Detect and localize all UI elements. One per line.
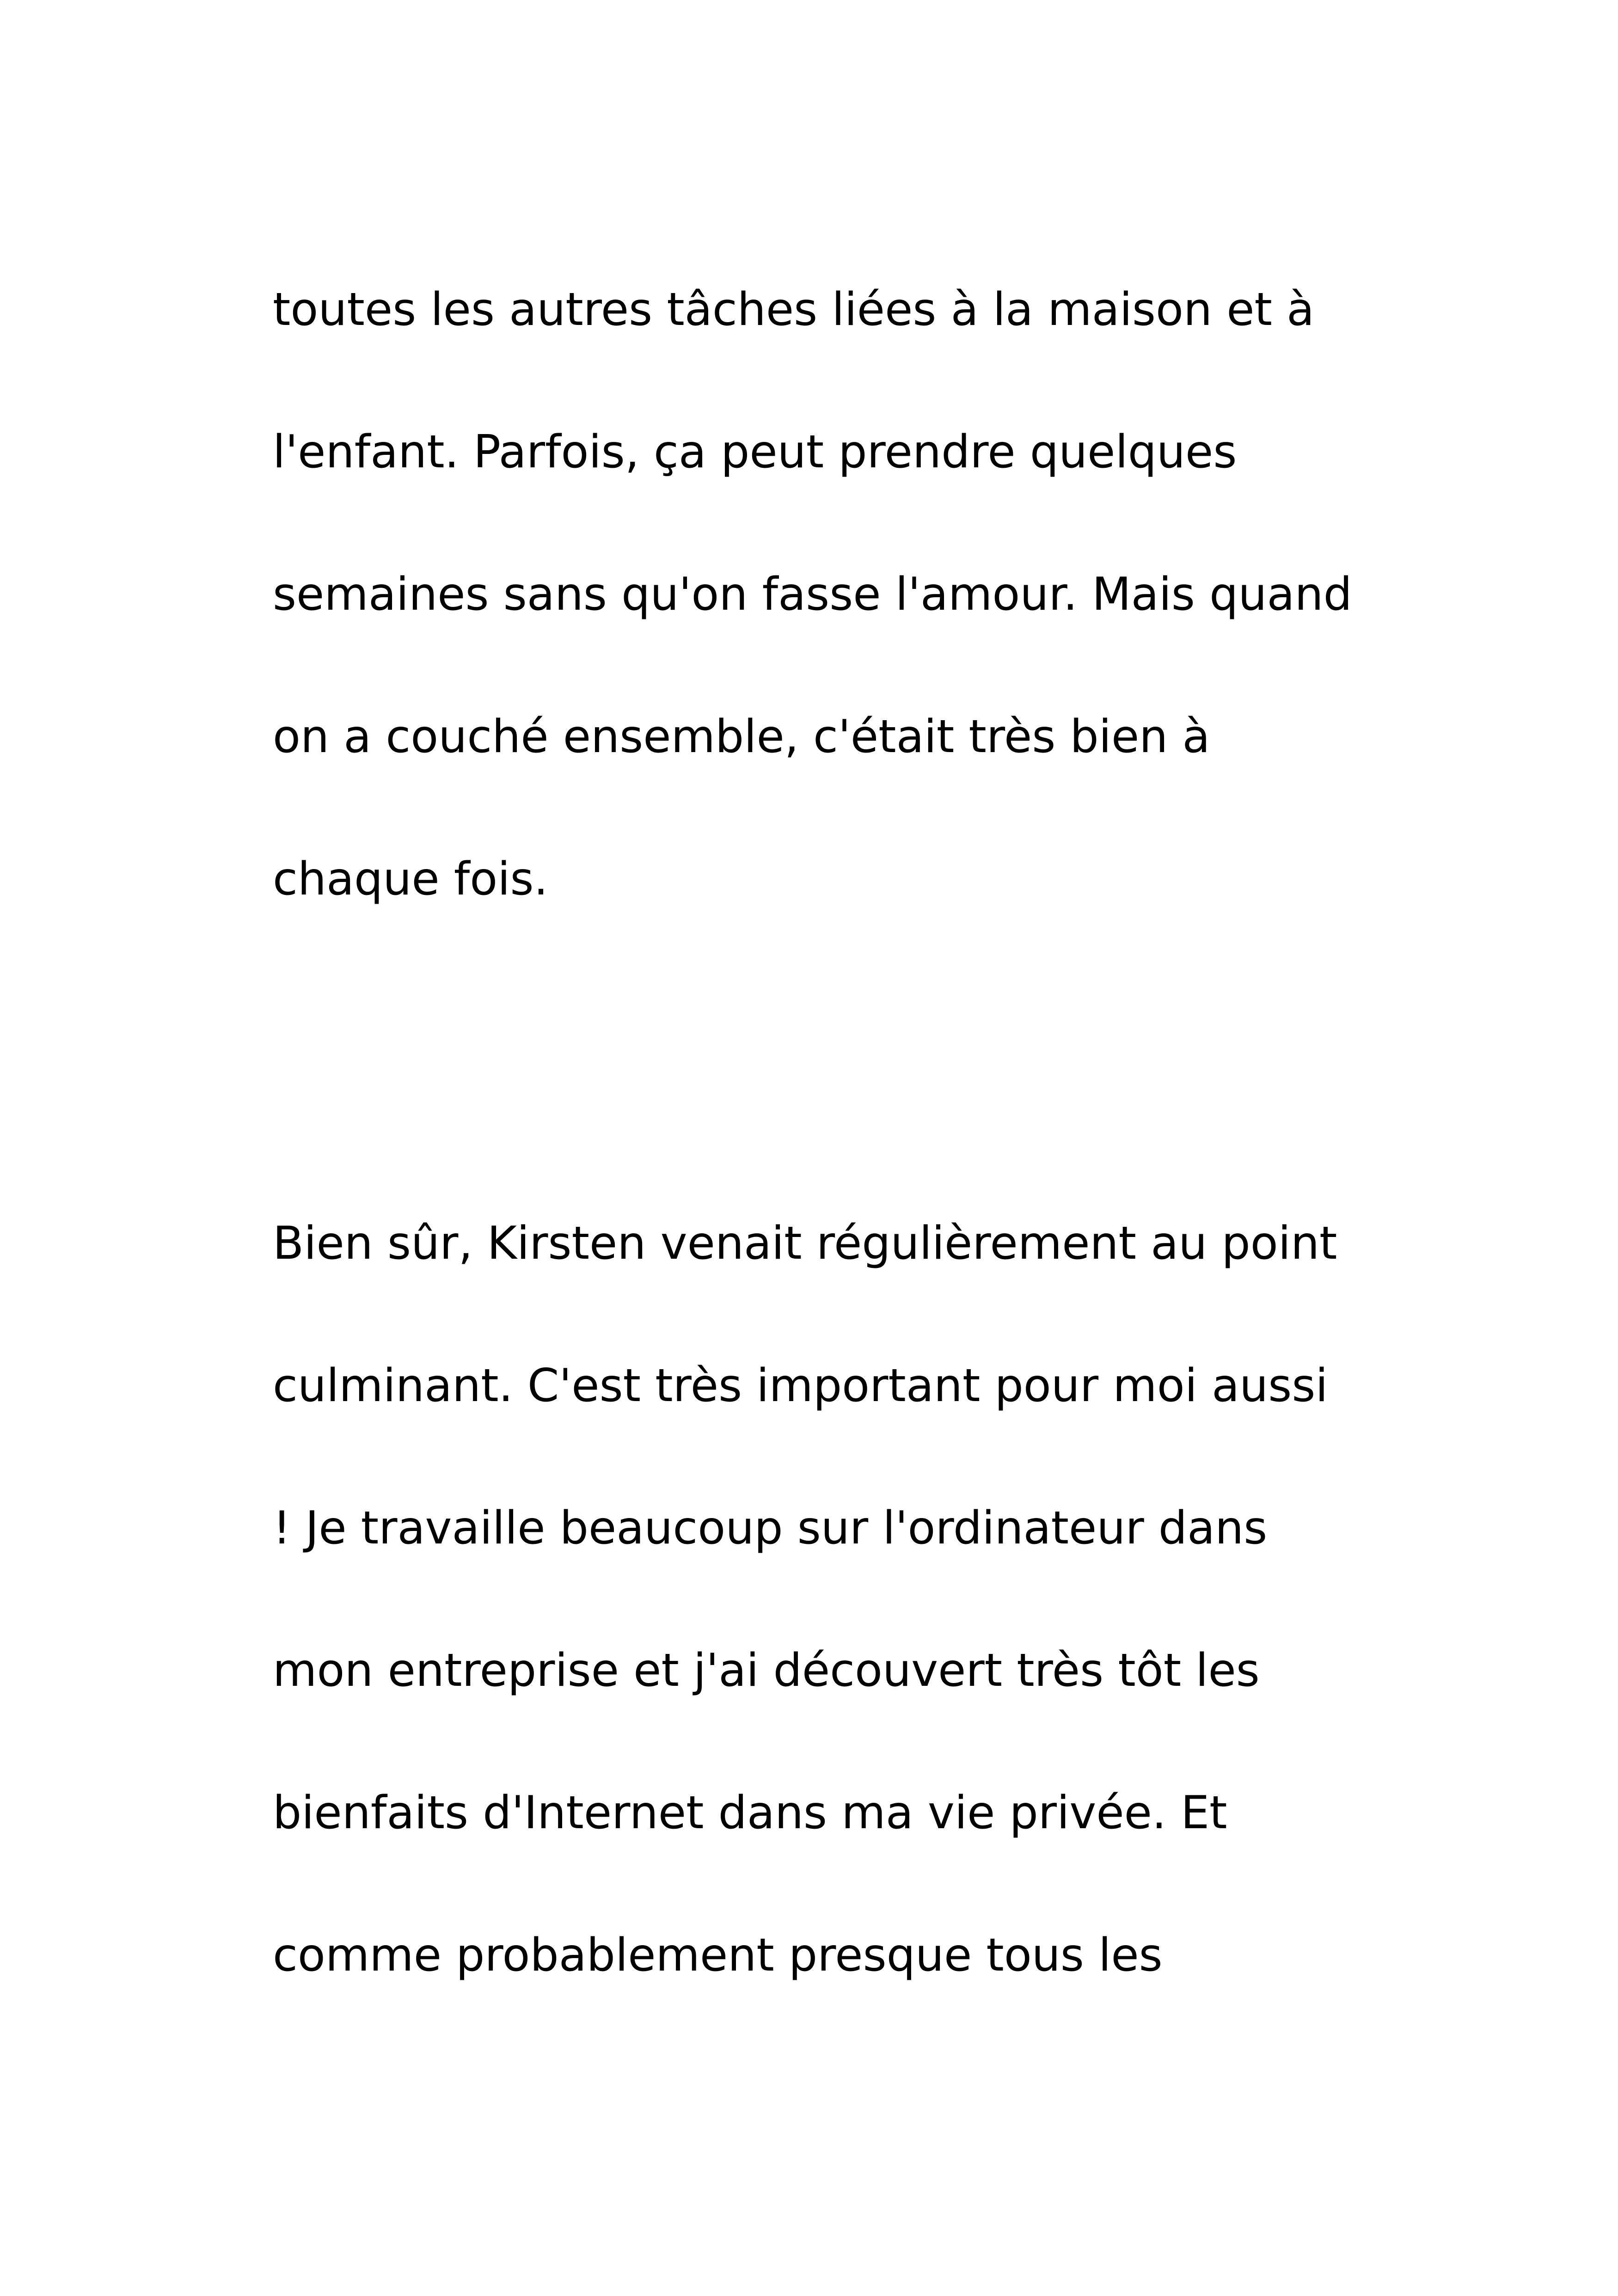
text-line: Bien sûr, Kirsten venait régulièrement au point <box>273 1217 1337 1270</box>
text-line: comme probablement presque tous les <box>273 1929 1163 1982</box>
text-line: semaines sans qu'on fasse l'amour. Mais quand <box>273 568 1352 621</box>
text-line: bienfaits d'Internet dans ma vie privée. Et <box>273 1787 1227 1839</box>
paragraph-2 <box>273 1217 1475 1982</box>
text-line: mon entreprise et j'ai découvert très tôt les <box>273 1644 1260 1697</box>
text-line: chaque fois. <box>273 853 548 906</box>
text-line: on a couché ensemble, c'était très bien à <box>273 710 1210 763</box>
text-line: culminant. C'est très important pour moi aussi <box>273 1359 1328 1412</box>
text-line: ! Je travaille beaucoup sur l'ordinateur dans <box>273 1502 1268 1555</box>
text-line: toutes les autres tâches liées à la maison et à <box>273 283 1315 336</box>
text-line: l'enfant. Parfois, ça peut prendre quelques <box>273 426 1237 478</box>
paragraph-1 <box>273 283 1475 906</box>
